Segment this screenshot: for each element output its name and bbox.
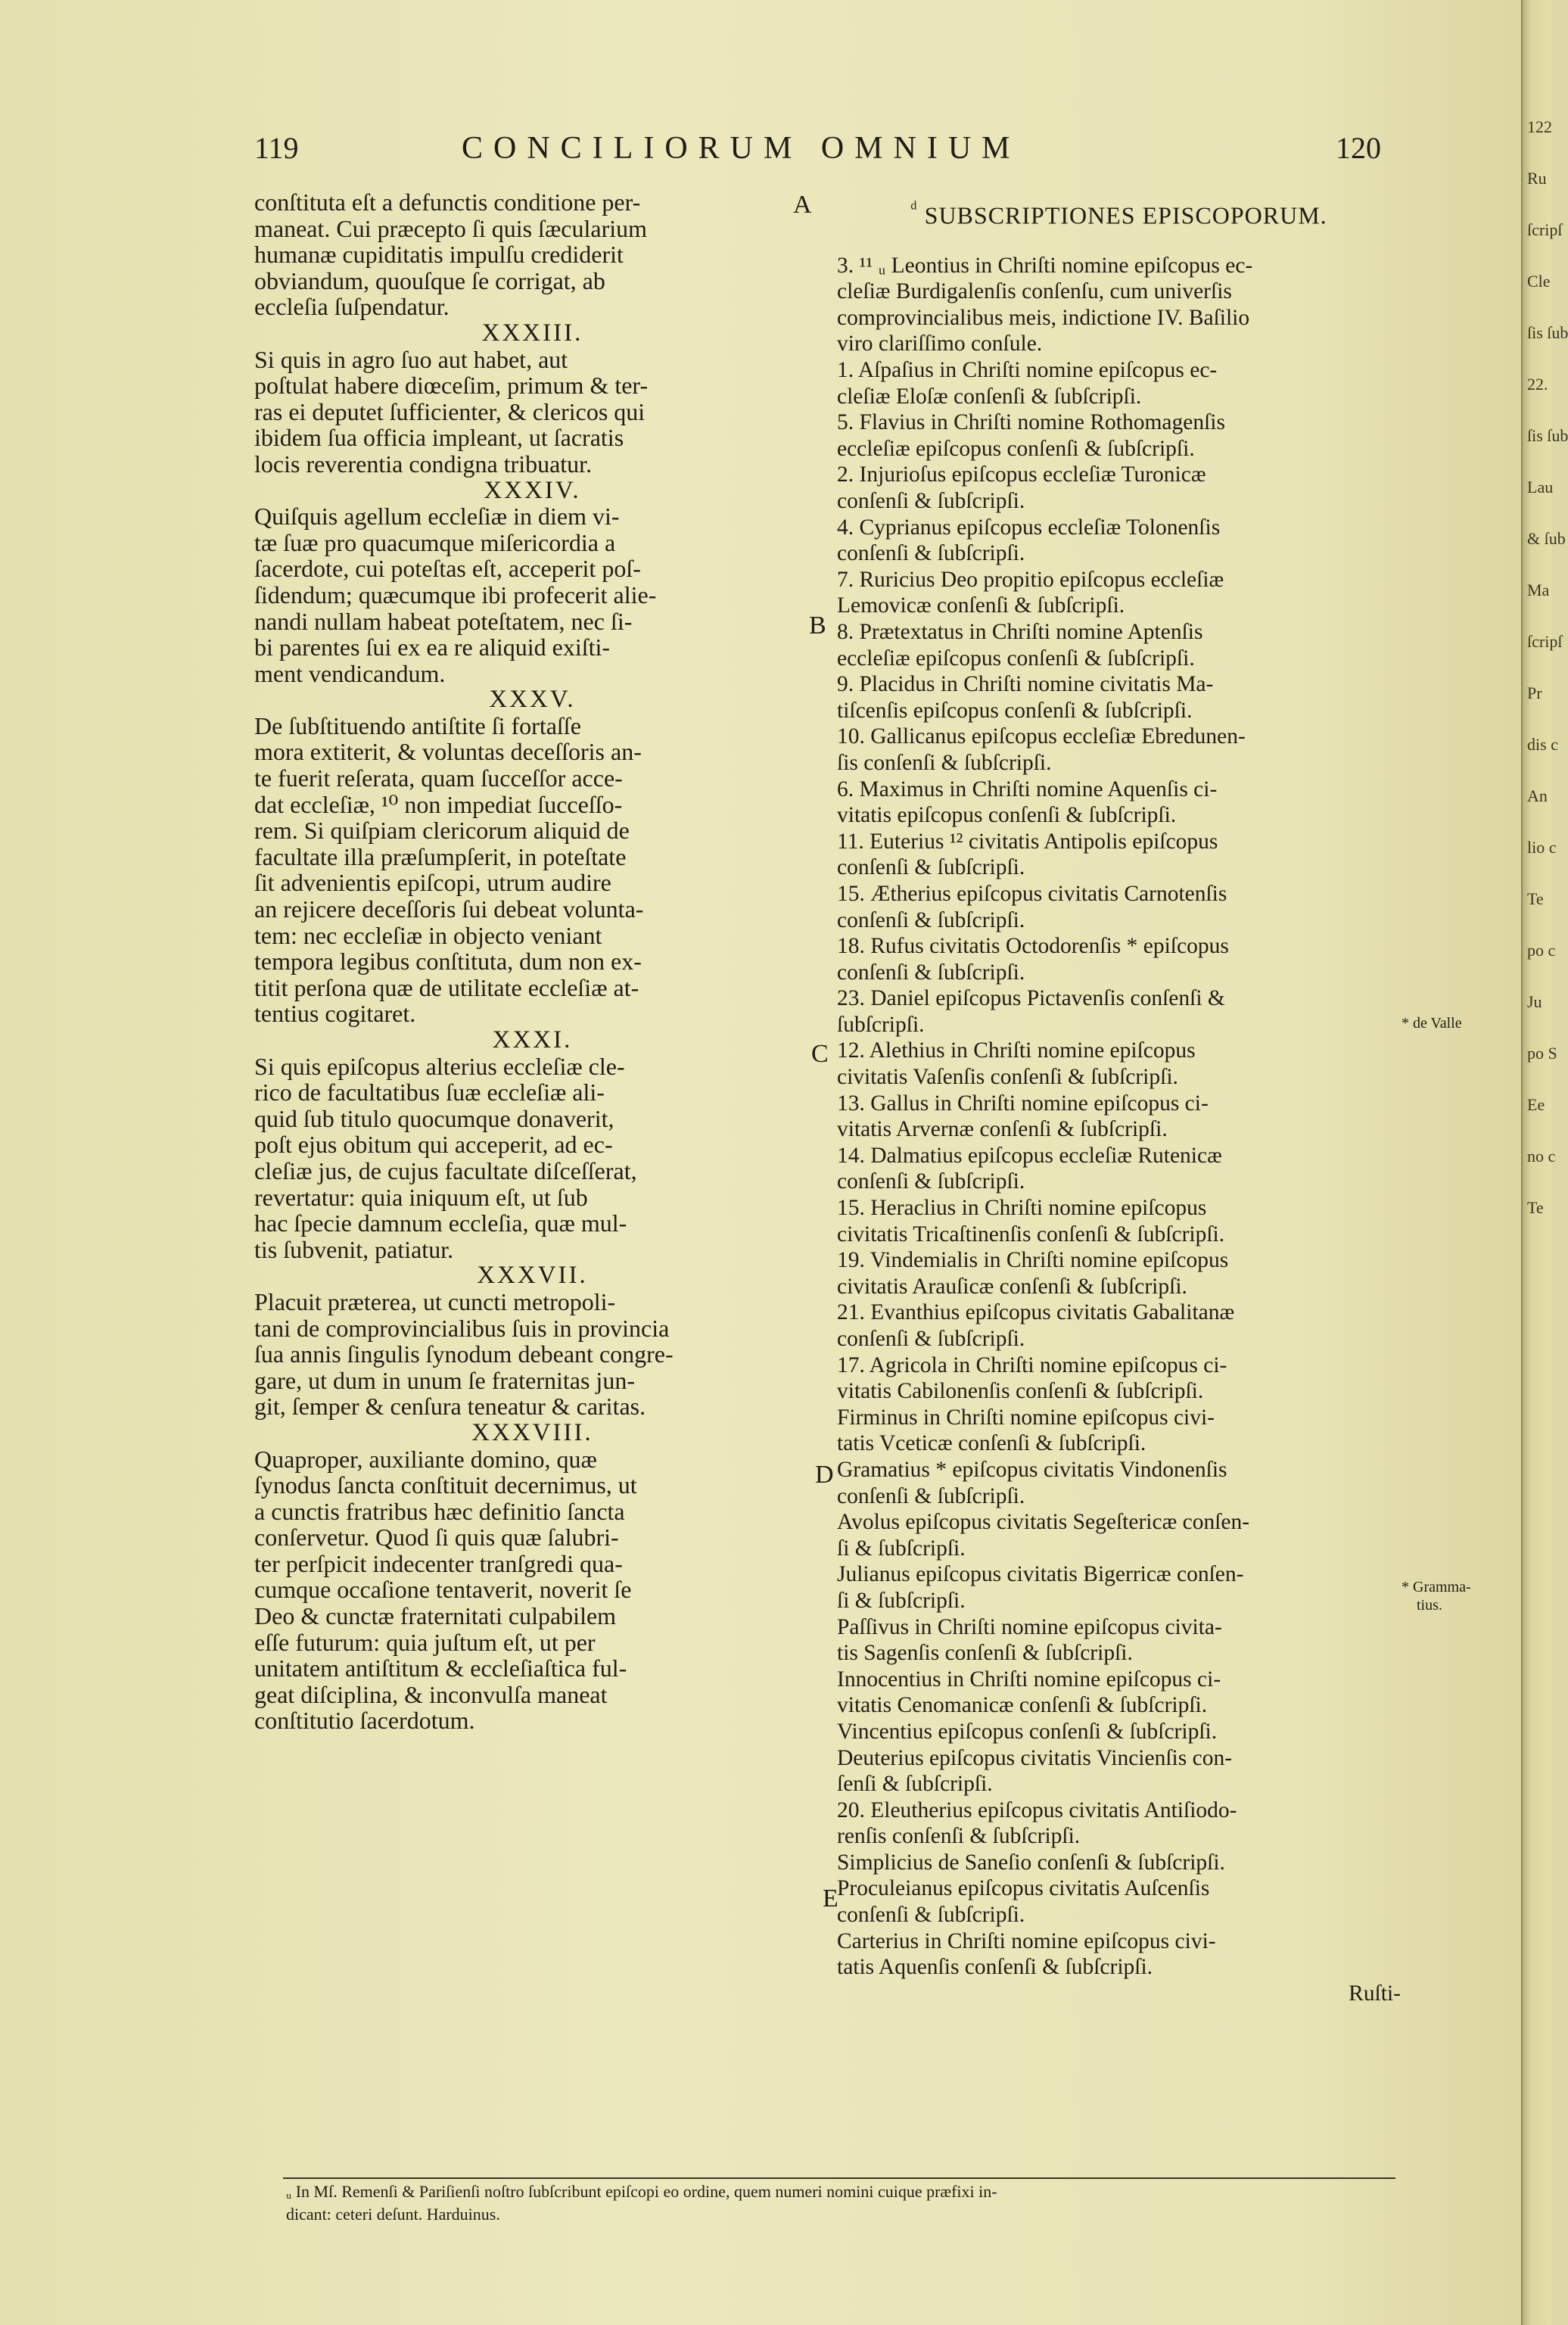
adjacent-page-fragment: 122 xyxy=(1527,117,1552,136)
subscription-line: 1. Aſpaſius in Chriſti nomine epiſcopus ec- xyxy=(837,358,1218,383)
text-line: ſynodus ſancta conſtituit decernimus, ut xyxy=(254,1471,637,1499)
text-line: tem: nec eccleſiæ in objecto veniant xyxy=(254,921,602,949)
subscription-line: Vincentius epiſcopus conſenſi & ſubſcripſi. xyxy=(837,1719,1218,1744)
subscription-line: vitatis epiſcopus conſenſi & ſubſcripſi. xyxy=(837,803,1177,828)
text-line: facultate illa præſumpſerit, in poteſtate xyxy=(254,842,627,870)
adjacent-page-fragment: Ee xyxy=(1527,1095,1545,1114)
adjacent-page-fragment: Ru xyxy=(1527,169,1547,188)
subscription-line: 13. Gallus in Chriſti nomine epiſcopus ci- xyxy=(837,1091,1209,1116)
subscription-line: tatis Aquenſis conſenſi & ſubſcripſi. xyxy=(837,1955,1153,1980)
text-line: an rejicere deceſſoris ſui debeat volunta- xyxy=(254,895,644,923)
text-line: ras ei deputet ſufficienter, & clericos qui xyxy=(254,397,646,425)
text-line: unitatem antiſtitum & eccleſiaſtica ful- xyxy=(254,1654,627,1682)
canon-heading: XXXVII. xyxy=(477,1262,588,1290)
subscription-line: Paſſivus in Chriſti nomine epiſcopus civita- xyxy=(837,1614,1222,1639)
text-line: Quiſquis agellum eccleſiæ in diem vi- xyxy=(254,503,620,531)
text-line: tæ ſuæ pro quacumque miſericordia a xyxy=(254,528,616,556)
subscription-line: Julianus epiſcopus civitatis Bigerricæ conſen- xyxy=(837,1562,1244,1587)
subscription-line: ſenſi & ſubſcripſi. xyxy=(837,1772,993,1797)
text-line: locis reverentia condigna tribuatur. xyxy=(254,450,593,478)
adjacent-page-fragment: po c xyxy=(1527,941,1556,960)
text-line: nandi nullam habeat poteſtatem, nec ſi- xyxy=(254,607,633,635)
text-line: humanæ cupiditatis impulſu crediderit xyxy=(254,241,624,269)
right-text-column xyxy=(837,189,1401,2006)
subscription-line: 12. Alethius in Chriſti nomine epiſcopus xyxy=(837,1038,1196,1063)
text-line: dat eccleſiæ, ¹⁰ non impediat ſucceſſo- xyxy=(254,790,623,818)
subscription-line: Deuterius epiſcopus civitatis Vincienſis con- xyxy=(837,1745,1233,1770)
text-line: Placuit præterea, ut cuncti metropoli- xyxy=(254,1287,616,1315)
text-line: ibidem ſua officia impleant, ut ſacratis xyxy=(254,424,624,452)
margin-letter-c: C xyxy=(811,1040,829,1068)
text-line: poſtulat habere diœceſim, primum & ter- xyxy=(254,372,649,400)
subscription-line: ſubſcripſi. xyxy=(837,1012,925,1037)
text-line: a cunctis fratribus hæc definitio ſancta xyxy=(254,1497,625,1525)
adjacent-page-fragment: ſis ſub xyxy=(1527,323,1568,342)
subscription-line: 8. Prætextatus in Chriſti nomine Aptenſis xyxy=(837,619,1203,644)
subscription-lines xyxy=(837,253,1401,1981)
subscription-line: Proculeianus epiſcopus civitatis Auſcenſis xyxy=(837,1876,1210,1901)
adjacent-page-fragment: no c xyxy=(1527,1147,1556,1166)
text-line: obviandum, quouſque ſe corrigat, ab xyxy=(254,266,605,294)
text-line: tempora legibus conſtituta, dum non ex- xyxy=(254,948,642,976)
adjacent-page-fragment: Ma xyxy=(1527,580,1550,599)
subscription-line: vitatis Arvernæ conſenſi & ſubſcripſi. xyxy=(837,1117,1168,1142)
text-line: maneat. Cui præcepto ſi quis ſæcularium xyxy=(254,214,648,242)
text-line: rem. Si quiſpiam clericorum aliquid de xyxy=(254,817,630,845)
text-line: conſervetur. Quod ſi quis quæ ſalubri- xyxy=(254,1524,619,1552)
text-line: git, ſemper & cenſura teneatur & caritas. xyxy=(254,1393,646,1421)
subscription-line: vitatis Cenomanicæ conſenſi & ſubſcripſi. xyxy=(837,1693,1208,1718)
left-text-column xyxy=(254,189,810,1734)
subscription-line: civitatis Vaſenſis conſenſi & ſubſcripſi. xyxy=(837,1065,1178,1090)
adjacent-page-fragment: Lau xyxy=(1527,478,1554,496)
footnote xyxy=(286,2180,1391,2226)
subscription-line: conſenſi & ſubſcripſi. xyxy=(837,907,1025,932)
subscription-line: 4. Cyprianus epiſcopus eccleſiæ Tolonenſis xyxy=(837,515,1221,540)
subscription-line: 19. Vindemialis in Chriſti nomine epiſcopus xyxy=(837,1248,1229,1273)
subscription-line: 3. ¹¹ ᵤ Leontius in Chriſti nomine epiſcopus ec- xyxy=(837,253,1253,278)
subscription-line: Lemovicæ conſenſi & ſubſcripſi. xyxy=(837,593,1125,618)
canon-heading: XXXIII. xyxy=(481,319,583,347)
subscription-line: conſenſi & ſubſcripſi. xyxy=(837,489,1025,513)
text-line: rico de facultatibus ſuæ eccleſiæ ali- xyxy=(254,1078,605,1106)
subscription-line: 7. Ruricius Deo propitio epiſcopus eccleſiæ xyxy=(837,567,1224,592)
subscription-line: vitatis Cabilonenſis conſenſi & ſubſcripſi. xyxy=(837,1379,1204,1404)
subscription-line: conſenſi & ſubſcripſi. xyxy=(837,855,1025,880)
adjacent-page-fragment: ſcripſ xyxy=(1527,220,1563,239)
adjacent-page-fragment: Cle xyxy=(1527,272,1551,291)
subscription-line: Avolus epiſcopus civitatis Segeſtericæ conſen- xyxy=(837,1510,1250,1535)
subscription-line: conſenſi & ſubſcripſi. xyxy=(837,1483,1025,1508)
subscription-line: cleſiæ Eloſæ conſenſi & ſubſcripſi. xyxy=(837,384,1142,409)
subscription-line: 17. Agricola in Chriſti nomine epiſcopus ci- xyxy=(837,1352,1227,1377)
adjacent-page-fragment: & ſub xyxy=(1527,529,1566,548)
subscription-line: tis Sagenſis conſenſi & ſubſcripſi. xyxy=(837,1641,1133,1666)
text-line: eccleſia ſuſpendatur. xyxy=(254,293,450,321)
text-line: mora extiterit, & voluntas deceſſoris an- xyxy=(254,738,642,766)
text-line: poſt ejus obitum qui acceperit, ad ec- xyxy=(254,1131,613,1159)
left-page-number: 119 xyxy=(254,131,299,165)
subscription-line: ſi & ſubſcripſi. xyxy=(837,1536,966,1561)
subscription-line: conſenſi & ſubſcripſi. xyxy=(837,1169,1025,1194)
subscription-line: civitatis Tricaſtinenſis conſenſi & ſubſcripſi. xyxy=(837,1222,1225,1247)
canon-heading: XXXVIII. xyxy=(471,1418,593,1446)
margin-letter-b: B xyxy=(809,612,826,640)
adjacent-page-fragment: po S xyxy=(1527,1044,1557,1063)
text-line: ment vendicandum. xyxy=(254,659,446,687)
subscription-line: conſenſi & ſubſcripſi. xyxy=(837,541,1025,566)
subscription-line: 9. Placidus in Chriſti nomine civitatis Ma- xyxy=(837,672,1214,697)
text-line: ſua annis ſingulis ſynodum debeant congre- xyxy=(254,1340,674,1368)
text-line: ſidendum; quæcumque ibi profecerit alie- xyxy=(254,580,657,608)
subscription-line: 6. Maximus in Chriſti nomine Aquenſis ci- xyxy=(837,777,1218,801)
subscriptions-heading-text: SUBSCRIPTIONES EPISCOPORUM. xyxy=(924,201,1327,229)
text-line: conſtitutio ſacerdotum. xyxy=(254,1707,475,1735)
text-line: Quaproper, auxiliante domino, quæ xyxy=(254,1445,597,1473)
subscription-line: Gramatius * epiſcopus civitatis Vindonenſis xyxy=(837,1457,1227,1482)
subscription-line: ſis conſenſi & ſubſcripſi. xyxy=(837,750,1052,775)
note-mark: ᵈ xyxy=(910,197,918,219)
text-line: tani de comprovincialibus ſuis in provincia xyxy=(254,1314,670,1342)
subscriptions-heading xyxy=(837,197,1401,230)
text-line: revertatur: quia iniquum eſt, ut ſub xyxy=(254,1183,588,1211)
text-line: titit perſona quæ de utilitate eccleſiæ at- xyxy=(254,973,639,1001)
subscription-line: comprovincialibus meis, indictione IV. Baſilio xyxy=(837,305,1250,330)
text-line: Si quis epiſcopus alterius eccleſiæ cle- xyxy=(254,1052,625,1080)
subscription-line: 10. Gallicanus epiſcopus eccleſiæ Ebredunen- xyxy=(837,724,1246,749)
adjacent-page-fragment: 22. xyxy=(1527,375,1548,394)
adjacent-page-fragment: ſis ſub xyxy=(1527,426,1568,445)
text-line: eſſe futurum: quia juſtum eſt, ut per xyxy=(254,1628,596,1656)
adjacent-page-fragment: lio c xyxy=(1527,838,1557,857)
running-title: CONCILIORUM OMNIUM xyxy=(462,131,1021,166)
subscription-line: 20. Eleutherius epiſcopus civitatis Antiſiodo- xyxy=(837,1797,1237,1822)
text-line: te fuerit reſerata, quam ſucceſſor acce- xyxy=(254,764,623,792)
text-line: gare, ut dum in unum ſe fraternitas jun- xyxy=(254,1366,635,1394)
text-line: Si quis in agro ſuo aut habet, aut xyxy=(254,345,568,373)
subscription-line: 11. Euterius ¹² civitatis Antipolis epiſcopus xyxy=(837,829,1218,854)
subscription-line: 15. Heraclius in Chriſti nomine epiſcopus xyxy=(837,1196,1207,1221)
subscription-line: Firminus in Chriſti nomine epiſcopus civi- xyxy=(837,1405,1215,1430)
subscription-line: Simplicius de Saneſio conſenſi & ſubſcripſi. xyxy=(837,1850,1225,1875)
text-line: ſit advenientis epiſcopi, utrum audire xyxy=(254,869,611,897)
canon-heading: XXXV. xyxy=(489,686,576,714)
subscription-line: renſis conſenſi & ſubſcripſi. xyxy=(837,1824,1081,1849)
adjacent-page-fragment: Te xyxy=(1527,1198,1544,1217)
subscription-line: 2. Injurioſus epiſcopus eccleſiæ Turonicæ xyxy=(837,462,1206,487)
text-line: cumque occaſione tentaverit, noverit ſe xyxy=(254,1576,632,1604)
subscription-line: tatis Vceticæ conſenſi & ſubſcripſi. xyxy=(837,1431,1146,1456)
subscription-line: Innocentius in Chriſti nomine epiſcopus ci- xyxy=(837,1667,1221,1692)
subscription-line: conſenſi & ſubſcripſi. xyxy=(837,1327,1025,1351)
footnote-rule xyxy=(283,2177,1395,2179)
text-line: bi parentes ſui ex ea re aliquid exiſti- xyxy=(254,633,611,661)
canon-heading: XXXIV. xyxy=(484,476,581,504)
subscription-line: 18. Rufus civitatis Octodorenſis * epiſcopus xyxy=(837,934,1229,959)
text-line: De ſubſtituendo antiſtite ſi fortaſſe xyxy=(254,711,581,739)
adjacent-page-fragment: Ju xyxy=(1527,992,1542,1011)
subscription-line: tiſcenſis epiſcopus conſenſi & ſubſcripſi. xyxy=(837,698,1193,723)
subscription-line: eccleſiæ epiſcopus conſenſi & ſubſcripſi. xyxy=(837,436,1195,461)
catchword: Ruſti- xyxy=(1349,1981,1401,2006)
adjacent-page-edge xyxy=(1521,0,1568,2325)
margin-letter-e: E xyxy=(823,1885,838,1913)
text-line: ter perſpicit indecenter tranſgredi qua- xyxy=(254,1549,623,1577)
margin-letter-a: A xyxy=(793,191,812,219)
footnote-line-1: ᵤ In Mſ. Remenſi & Pariſienſi noſtro ſubſcribunt epiſcopi eo ordine, quem numeri nomini cuique præfixi in- xyxy=(286,2182,997,2201)
right-page-number: 120 xyxy=(1336,131,1381,165)
text-line: conſtituta eſt a defunctis conditione per- xyxy=(254,188,641,216)
text-line: cleſiæ jus, de cujus facultate diſceſſerat, xyxy=(254,1156,637,1184)
subscription-line: 21. Evanthius epiſcopus civitatis Gabalitanæ xyxy=(837,1300,1235,1325)
text-line: tis ſubvenit, patiatur. xyxy=(254,1235,454,1263)
subscription-line: conſenſi & ſubſcripſi. xyxy=(837,1903,1025,1928)
canon-heading: XXXI. xyxy=(492,1026,573,1054)
subscription-line: 5. Flavius in Chriſti nomine Rothomagenſis xyxy=(837,410,1225,435)
subscription-line: civitatis Arauſicæ conſenſi & ſubſcripſi. xyxy=(837,1274,1187,1299)
subscription-line: viro clariſſimo conſule. xyxy=(837,331,1043,356)
subscription-line: 15. Ætherius epiſcopus civitatis Carnotenſis xyxy=(837,881,1227,906)
subscription-line: eccleſiæ epiſcopus conſenſi & ſubſcripſi. xyxy=(837,646,1195,671)
side-note-de-valle: * de Valle xyxy=(1402,1015,1462,1032)
text-line: ſacerdote, cui poteſtas eſt, acceperit poſ- xyxy=(254,555,641,583)
margin-letter-d: D xyxy=(815,1461,834,1489)
side-note-grammatius-1: * Gramma- xyxy=(1402,1579,1471,1595)
adjacent-page-fragment: Te xyxy=(1527,889,1544,908)
adjacent-page-fragment: An xyxy=(1527,786,1548,805)
subscription-line: 14. Dalmatius epiſcopus eccleſiæ Rutenicæ xyxy=(837,1143,1222,1168)
subscription-line: conſenſi & ſubſcripſi. xyxy=(837,960,1025,985)
text-line: hac ſpecie damnum eccleſia, quæ mul- xyxy=(254,1209,627,1237)
subscription-line: 23. Daniel epiſcopus Pictavenſis conſenſi & xyxy=(837,986,1225,1011)
text-line: geat diſciplina, & inconvulſa maneat xyxy=(254,1680,608,1708)
subscription-line: Carterius in Chriſti nomine epiſcopus civi- xyxy=(837,1928,1216,1953)
text-line: Deo & cunctæ fraternitati culpabilem xyxy=(254,1602,617,1630)
subscription-line: cleſiæ Burdigalenſis conſenſu, cum univerſis xyxy=(837,279,1232,304)
subscription-line: ſi & ſubſcripſi. xyxy=(837,1588,966,1613)
text-line: quid ſub titulo quocumque donaverit, xyxy=(254,1104,614,1132)
text-line: tentius cogitaret. xyxy=(254,1000,416,1028)
adjacent-page-fragment: dis c xyxy=(1527,735,1558,754)
side-note-grammatius-2: tius. xyxy=(1417,1597,1442,1614)
footnote-line-2: dicant: ceteri deſunt. Harduinus. xyxy=(286,2205,500,2224)
adjacent-page-fragment: ſcripſ xyxy=(1527,632,1563,651)
adjacent-page-fragment: Pr xyxy=(1527,683,1542,702)
